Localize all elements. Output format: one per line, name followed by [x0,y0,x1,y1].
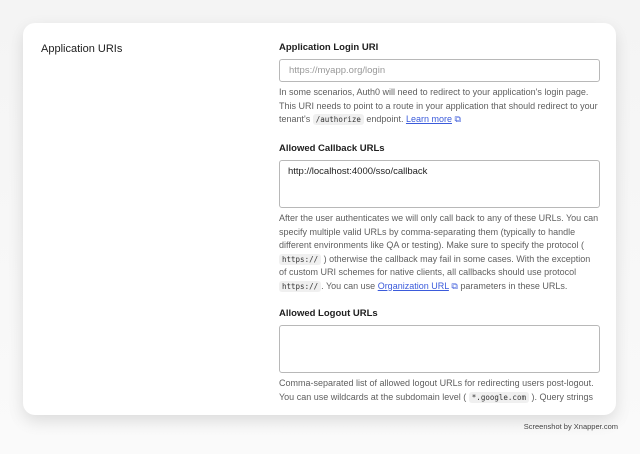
help-text: ) otherwise the callback may fail in some cases. With the exception of custom URI schemes for native clients, all callbacks should use protocol [279,253,591,277]
code-https: https:// [279,254,321,265]
callback-urls-textarea[interactable] [279,160,600,208]
help-text: . You can use [321,280,378,291]
callback-field [279,143,600,293]
external-link-icon: ⧉ [451,280,458,291]
help-text: endpoint. [363,114,406,124]
help-text: parameters in these URLs. [457,280,568,291]
help-text: Comma-separated list of allowed logout URLs for redirecting users post-logout. You can use wildcards at the subdomain level ( [279,378,594,402]
section-title: Application URIs [41,43,123,55]
logout-urls-textarea[interactable] [279,325,600,373]
logout-label: Allowed Logout URLs [279,308,378,319]
external-link-icon: ⧉ [454,114,461,124]
settings-card [23,23,616,415]
organization-url-link[interactable]: Organization URL [377,280,449,291]
login-uri-field [279,42,600,127]
callback-label: Allowed Callback URLs [279,143,385,154]
code-https: https:// [279,281,321,292]
logout-help [279,377,600,404]
watermark: Screenshot by Xnapper.com [523,422,618,431]
logout-field [279,308,600,404]
help-text: In some scenarios, Auth0 will need to redirect to your application's login page. This URI needs to point to a route in your application that should redirect to your tenant's [279,87,598,124]
help-text: ). Query strings [531,391,594,402]
learn-more-link[interactable]: Learn more [405,114,452,124]
login-uri-input[interactable] [279,59,600,82]
code-authorize: /authorize [313,114,364,125]
login-uri-help [279,86,600,127]
code-wildcard: *.google.com [469,392,529,403]
callback-help [279,212,600,293]
help-text: After the user authenticates we will only call back to any of these URLs. You can specify multiple valid URLs by comma-separating them (typically to handle different environments like QA or testing). Make sure to specify the protocol ( [279,213,599,250]
login-uri-label: Application Login URI [279,42,379,53]
